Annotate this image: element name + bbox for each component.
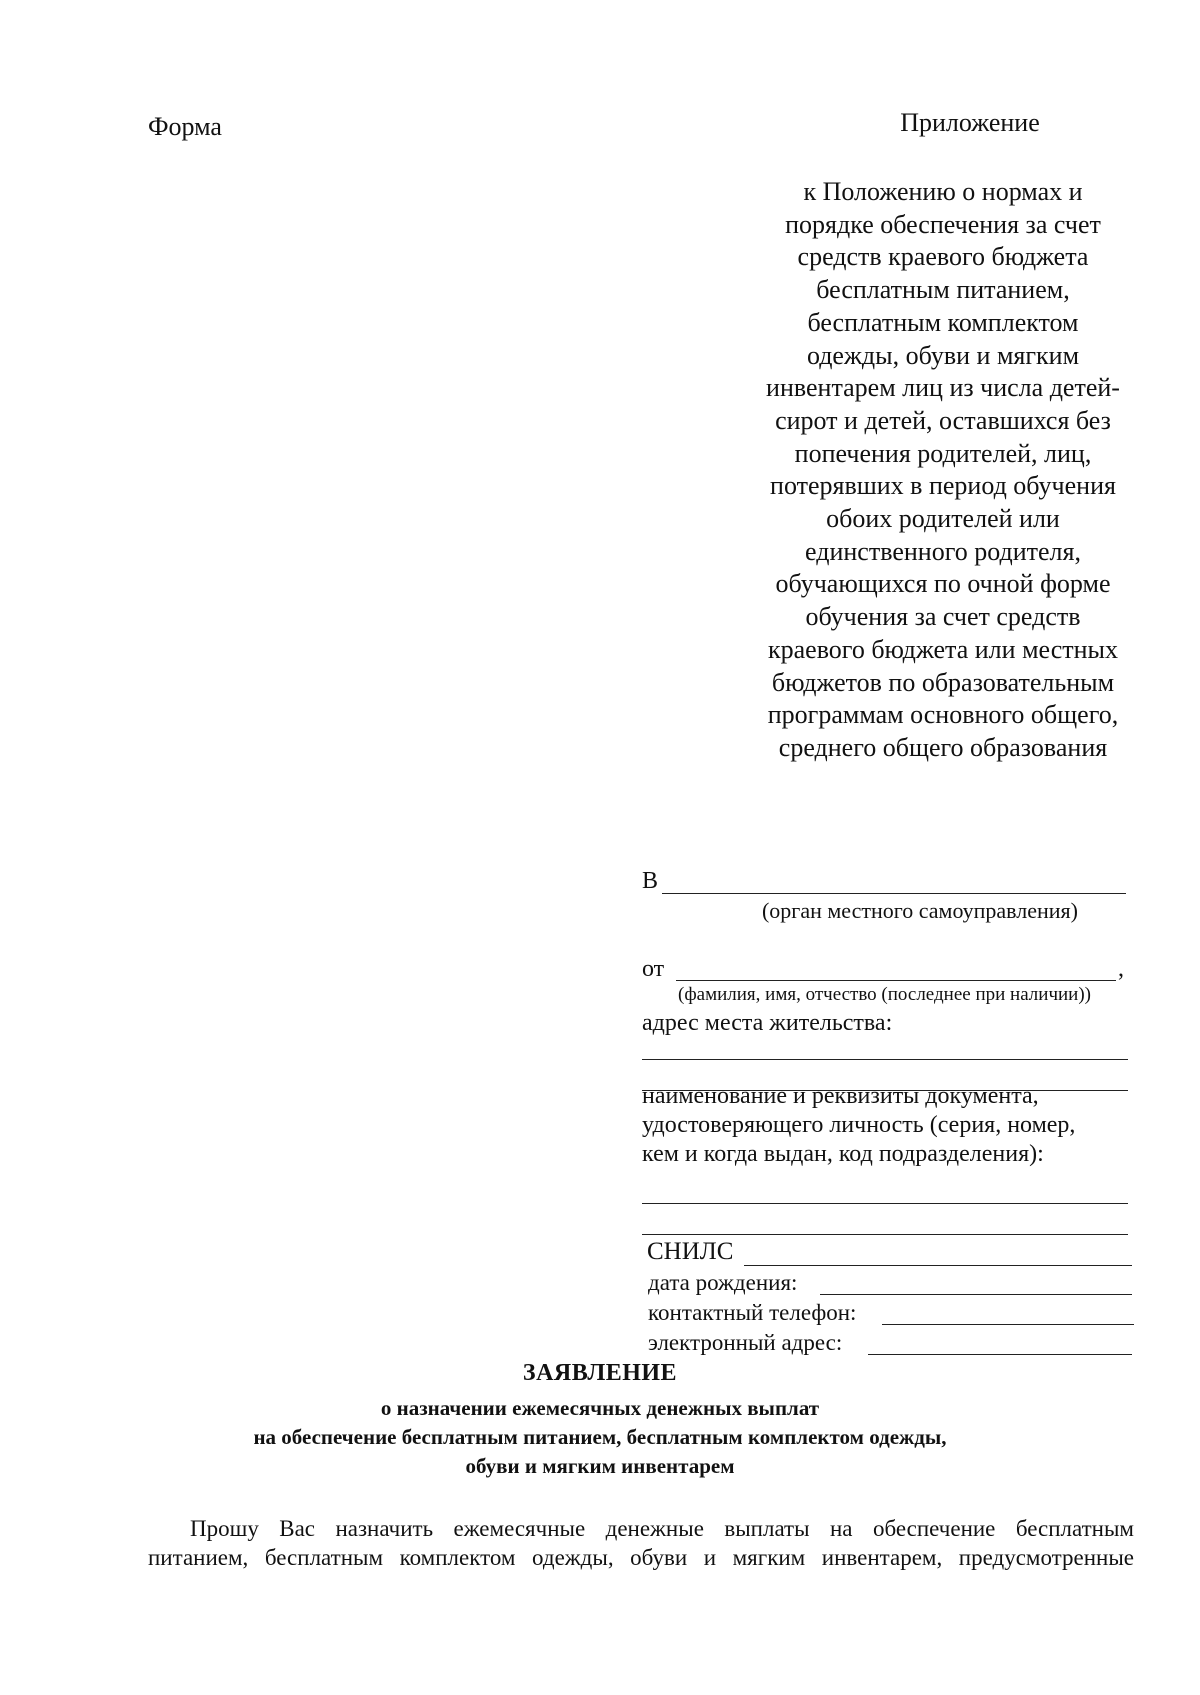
appendix-title: Приложение <box>900 108 1040 137</box>
appendix-line: одежды, обуви и мягким <box>806 340 1080 370</box>
phone-field-line[interactable] <box>882 1324 1134 1325</box>
statement-subtitle-line: обуви и мягким инвентарем <box>465 1454 735 1478</box>
appendix-line: к Положению о нормах и <box>803 177 1083 206</box>
form-label: Форма <box>148 112 222 141</box>
appendix-line: среднего общего образования <box>778 732 1108 762</box>
statement-title: ЗАЯВЛЕНИЕ <box>522 1360 678 1386</box>
statement-body <box>148 1514 1134 1572</box>
statement-body-line: питанием, бесплатным комплектом одежды, обуви и мягким инвентарем, предусмотренные <box>148 1545 1134 1570</box>
identity-doc-label <box>642 1082 1112 1169</box>
appendix-line: попечения родителей, лиц, <box>794 438 1092 468</box>
snils-field-line[interactable] <box>744 1265 1132 1266</box>
appendix-line: обучающихся по очной форме <box>775 569 1111 599</box>
appendix-line: потерявших в период обучения <box>770 471 1116 501</box>
identity-doc-field-line-1[interactable] <box>642 1203 1128 1204</box>
address-field-line-1[interactable] <box>642 1059 1128 1060</box>
appendix-line: бюджетов по образовательным <box>771 667 1115 697</box>
snils-label: СНИЛС <box>647 1238 734 1265</box>
identity-doc-label-line: удостоверяющего личность (серия, номер, <box>642 1112 1076 1138</box>
applicant-name-caption: (фамилия, имя, отчество (последнее при наличии)) <box>678 984 1091 1005</box>
appendix-line: единственного родителя, <box>805 536 1081 566</box>
email-label: электронный адрес: <box>648 1330 843 1355</box>
appendix-line: сирот и детей, оставшихся без <box>775 405 1111 435</box>
phone-label: контактный телефон: <box>648 1300 857 1325</box>
recipient-field-line[interactable] <box>662 893 1126 894</box>
from-prefix: от <box>642 956 665 982</box>
address-label: адрес места жительства: <box>642 1010 893 1036</box>
applicant-name-field-line[interactable] <box>676 980 1116 981</box>
appendix-line: программам основного общего, <box>767 700 1119 730</box>
appendix-line: бесплатным питанием, <box>816 275 1070 305</box>
statement-subtitle-line: на обеспечение бесплатным питанием, бесплатным комплектом одежды, <box>253 1425 947 1449</box>
appendix-line: средств краевого бюджета <box>797 242 1089 272</box>
appendix-line: бесплатным комплектом <box>807 307 1079 337</box>
birth-date-label: дата рождения: <box>648 1270 798 1295</box>
statement-subtitle-line: о назначении ежемесячных денежных выплат <box>380 1396 820 1420</box>
appendix-line: инвентарем лиц из числа детей- <box>766 373 1120 403</box>
appendix-description <box>728 176 1158 765</box>
identity-doc-field-line-2[interactable] <box>642 1234 1128 1235</box>
appendix-line: обучения за счет средств <box>805 602 1081 632</box>
appendix-line: краевого бюджета или местных <box>768 634 1118 664</box>
to-prefix: В <box>642 868 659 894</box>
statement-subtitle <box>0 1394 1200 1481</box>
identity-doc-label-line: наименование и реквизиты документа, <box>642 1083 1039 1109</box>
appendix-line: обоих родителей или <box>826 504 1060 534</box>
birth-date-field-line[interactable] <box>820 1294 1132 1295</box>
recipient-caption: (орган местного самоуправления) <box>761 898 1078 923</box>
from-suffix: , <box>1118 956 1124 982</box>
email-field-line[interactable] <box>868 1354 1132 1355</box>
statement-body-line: Прошу Вас назначить ежемесячные денежные выплаты на обеспечение бесплатным <box>190 1516 1134 1541</box>
appendix-line: порядке обеспечения за счет <box>785 209 1101 239</box>
identity-doc-label-line: кем и когда выдан, код подразделения): <box>642 1141 1044 1167</box>
